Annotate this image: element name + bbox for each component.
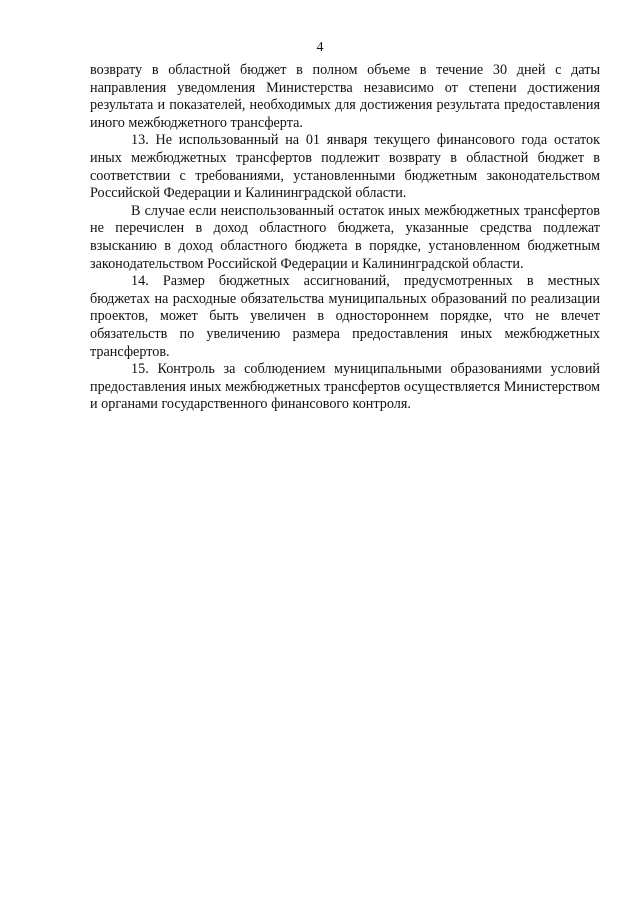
page-number: 4 bbox=[316, 40, 324, 55]
paragraph-unused-balance: В случае если неиспользованный остаток иных межбюджетных трансфертов не перечислен в доход областного бюджета, указанные средства подлежат взысканию в доход областного бюджета в порядке, установленном бюджетным законодательством Российской Федерации и Калининградской области. bbox=[90, 202, 600, 272]
paragraph-item-13: 13. Не использованный на 01 января текущего финансового года остаток иных межбюджетных трансфертов подлежит возврату в областной бюджет в соответствии с требованиями, установленными бюджетным законодательством Российской Федерации и Калининградской области. bbox=[90, 132, 600, 202]
paragraph-continuation: возврату в областной бюджет в полном объеме в течение 30 дней с даты направления уведомления Министерства независимо от степени достижения результата и показателей, необходимых для достижения результата предоставления иного межбюджетного трансферта. bbox=[90, 62, 600, 131]
paragraph-item-14: 14. Размер бюджетных ассигнований, предусмотренных в местных бюджетах на расходные обязательства муниципальных образований по реализации проектов, может быть увеличен в одностороннем порядке, что не влечет обязательств по увеличению размера предоставления иных межбюджетных трансфертов. bbox=[90, 273, 600, 360]
paragraph-item-15: 15. Контроль за соблюдением муниципальными образованиями условий предоставления иных межбюджетных трансфертов осуществляется Министерством и органами государственного финансового контроля. bbox=[90, 361, 600, 413]
document-body bbox=[90, 62, 600, 414]
